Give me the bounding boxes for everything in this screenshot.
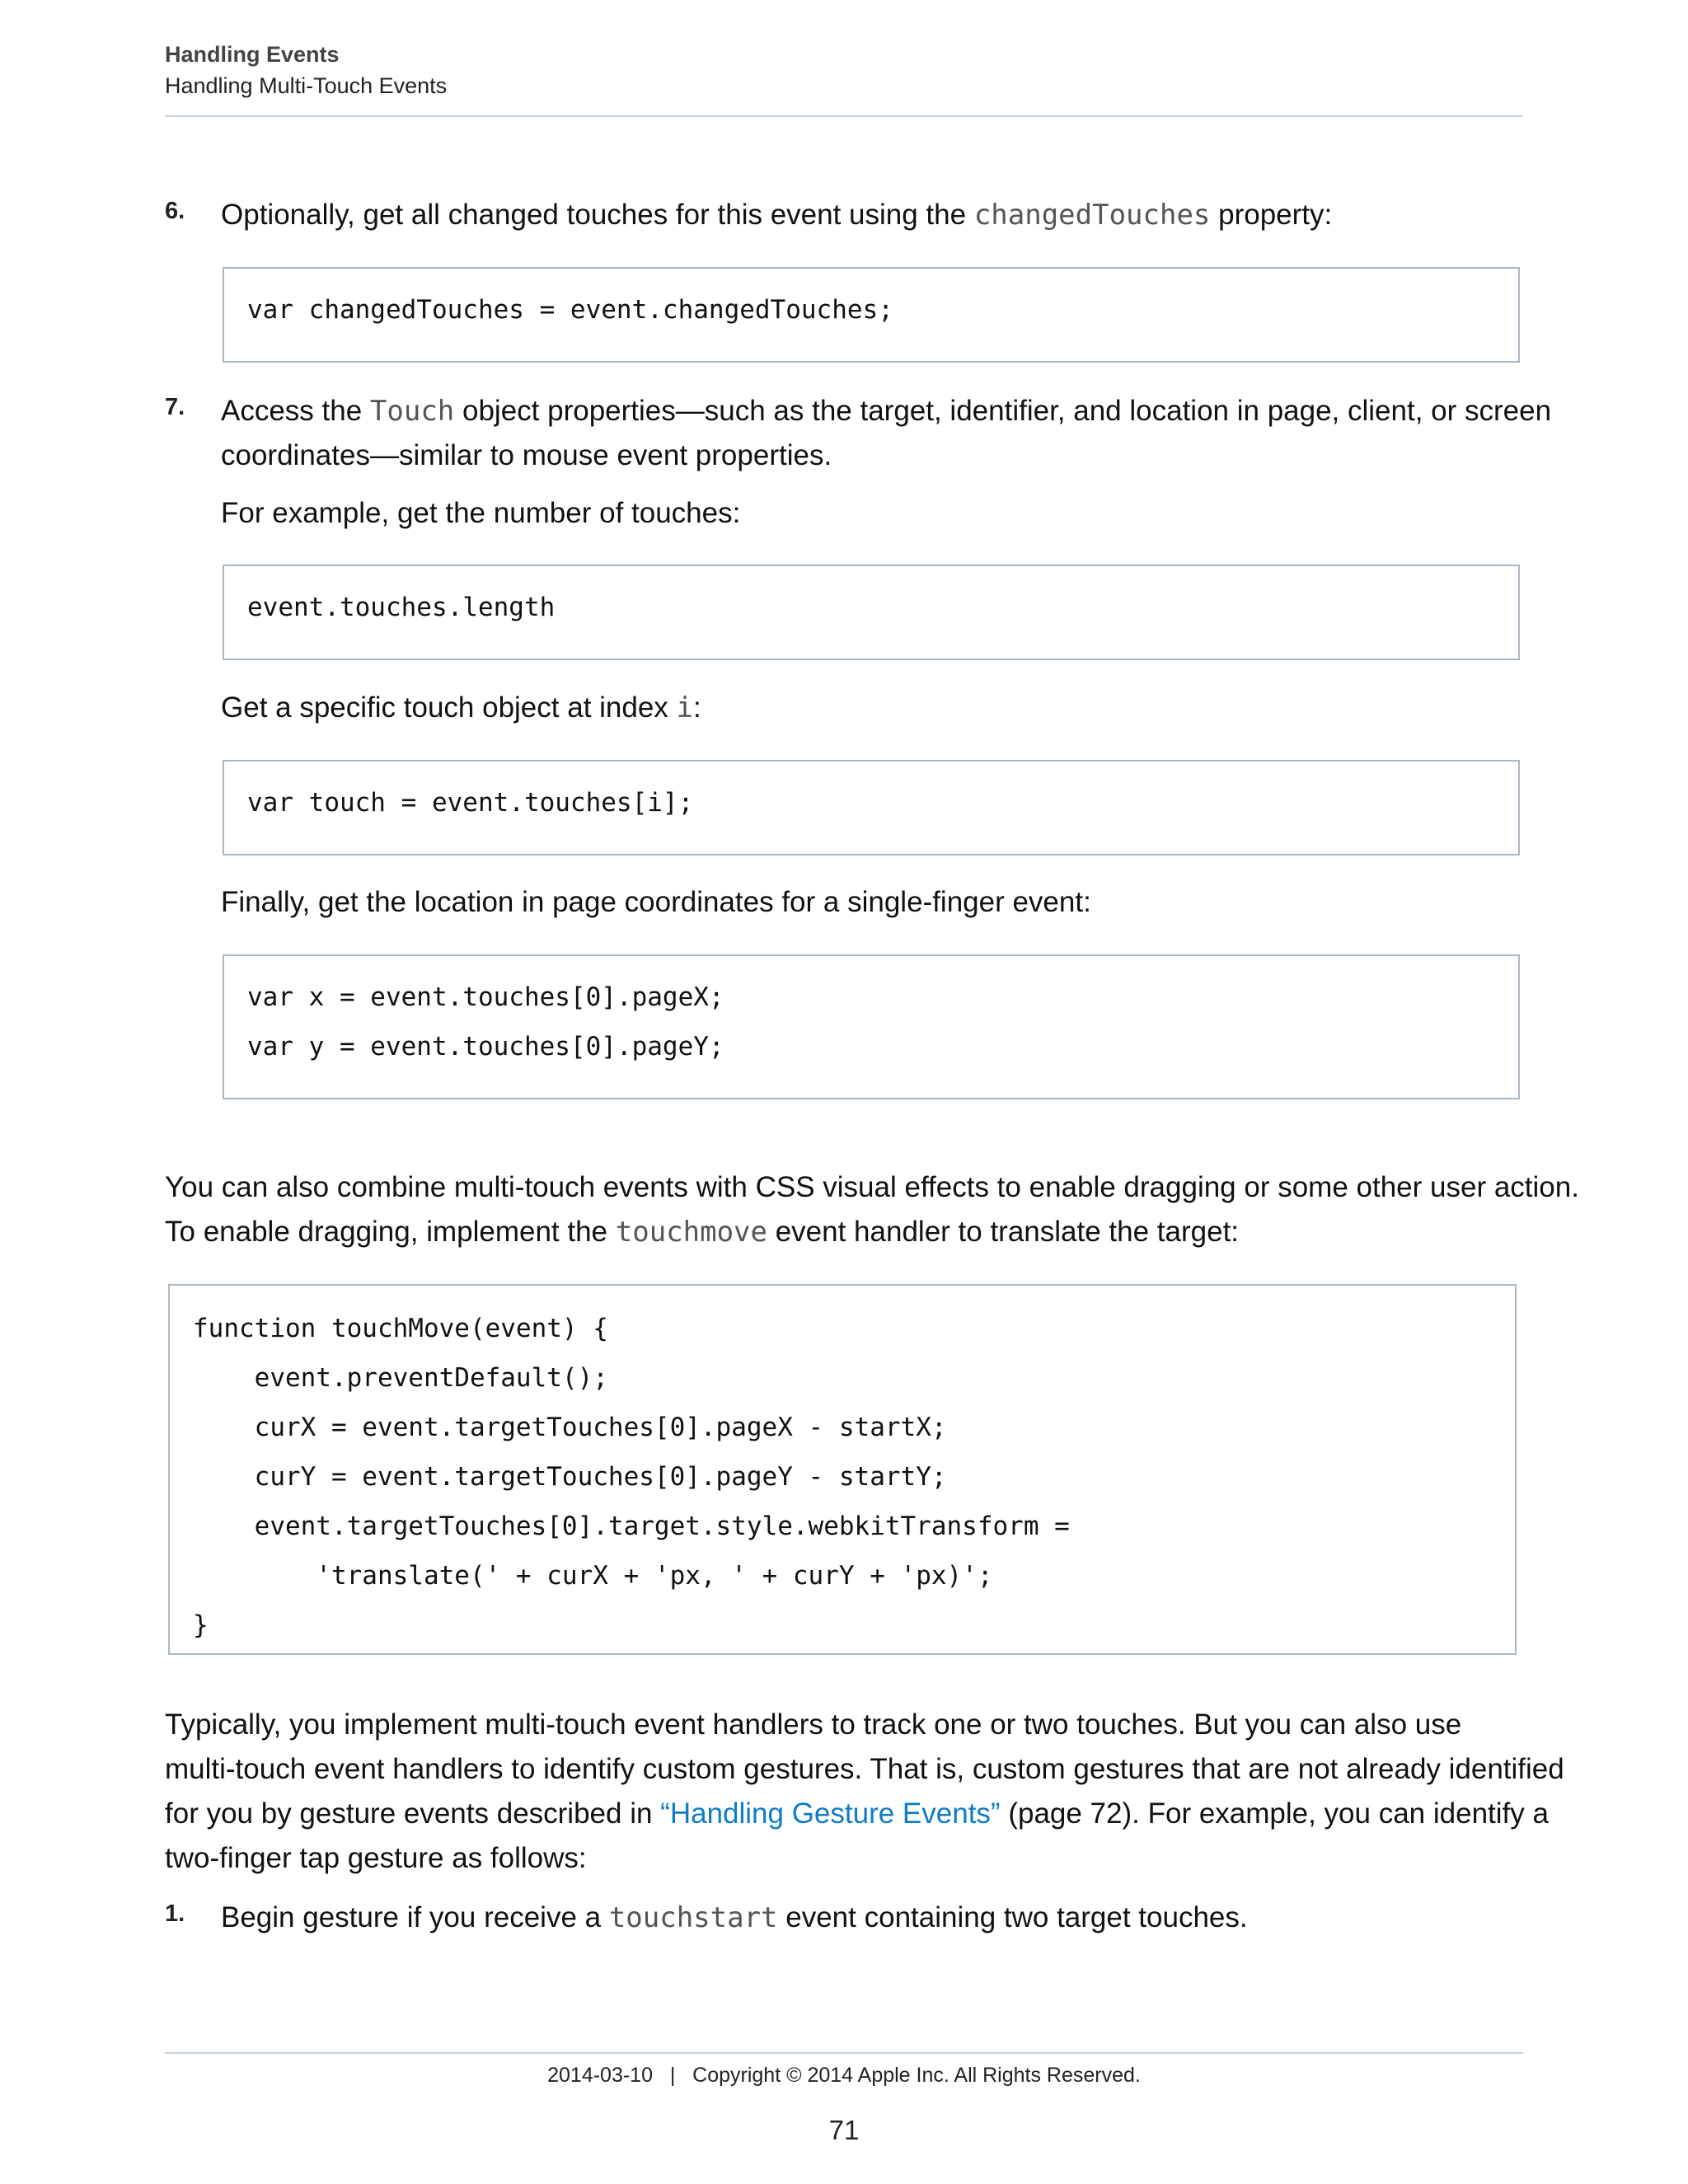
step-6-number: 6. (165, 198, 185, 224)
example-intro: For example, get the number of touches: (221, 497, 741, 529)
typically-paragraph-line1: Typically, you implement multi-touch event handlers to track one or two touches. But you can also use (165, 1708, 1462, 1741)
code-line: var changedTouches = event.changedTouches; (247, 295, 893, 325)
combine-paragraph-line1: You can also combine multi-touch events with CSS visual effects to enable dragging or some other user action. (165, 1171, 1579, 1203)
code-line: event.touches.length (247, 593, 556, 622)
typically-paragraph-line3: for you by gesture events described in “Handling Gesture Events” (page 72). For example, you can identify a (165, 1797, 1549, 1830)
code-block-touch-index (223, 760, 1520, 855)
code-block-touchmove (168, 1284, 1517, 1655)
finally-text: Finally, get the location in page coordinates for a single-finger event: (221, 886, 1091, 918)
step-1-text: Begin gesture if you receive a touchstart event containing two target touches. (221, 1901, 1248, 1934)
code-line: event.targetTouches[0].target.style.webkitTransform = (193, 1511, 1070, 1541)
combine-paragraph-line2: To enable dragging, implement the touchmove event handler to translate the target: (165, 1216, 1240, 1249)
step-7-text-line2: coordinates—similar to mouse event properties. (221, 439, 832, 471)
step-7-text-line1: Access the Touch object properties—such as the target, identifier, and location in page, client, or screen (221, 395, 1552, 428)
inline-code-i: i (676, 691, 694, 724)
code-line: curX = event.targetTouches[0].pageX - startX; (193, 1413, 947, 1442)
code-line: var y = event.touches[0].pageY; (247, 1032, 724, 1062)
step-1-number: 1. (165, 1900, 185, 1927)
inline-code-changedtouches: changedTouches (973, 199, 1211, 232)
section-title: Handling Multi-Touch Events (165, 73, 448, 98)
inline-code-touchstart: touchstart (608, 1901, 778, 1934)
code-line: } (193, 1610, 209, 1640)
code-line: var touch = event.touches[i]; (247, 788, 694, 818)
footer-copyright: 2014-03-10 | Copyright © 2014 Apple Inc. All Rights Reserved. (547, 2064, 1141, 2087)
page-number: 71 (828, 2115, 860, 2145)
code-line: curY = event.targetTouches[0].pageY - startY; (193, 1462, 947, 1492)
code-line: function touchMove(event) { (193, 1314, 608, 1343)
specific-touch-text: Get a specific touch object at index i: (221, 691, 701, 724)
typically-paragraph-line4: two-finger tap gesture as follows: (165, 1842, 587, 1874)
chapter-title: Handling Events (165, 42, 340, 67)
page-header (165, 40, 1523, 117)
step-6-text: Optionally, get all changed touches for this event using the changedTouches property: (221, 199, 1333, 232)
code-block-page-coordinates (223, 954, 1520, 1099)
code-line: event.preventDefault(); (193, 1363, 608, 1393)
typically-paragraph-line2: multi-touch event handlers to identify custom gestures. That is, custom gestures that are not already identified (165, 1753, 1564, 1785)
code-line: var x = event.touches[0].pageX; (247, 982, 724, 1012)
handling-gesture-events-link[interactable]: “Handling Gesture Events” (660, 1797, 1001, 1830)
footer-divider (165, 2052, 1523, 2054)
step-7-number: 7. (165, 394, 185, 420)
code-block-changed-touches (223, 267, 1520, 363)
inline-code-touch: Touch (369, 395, 455, 428)
code-block-touches-length (223, 565, 1520, 660)
inline-code-touchmove: touchmove (615, 1216, 767, 1249)
code-line: 'translate(' + curX + 'px, ' + curY + 'px)'; (193, 1561, 993, 1591)
